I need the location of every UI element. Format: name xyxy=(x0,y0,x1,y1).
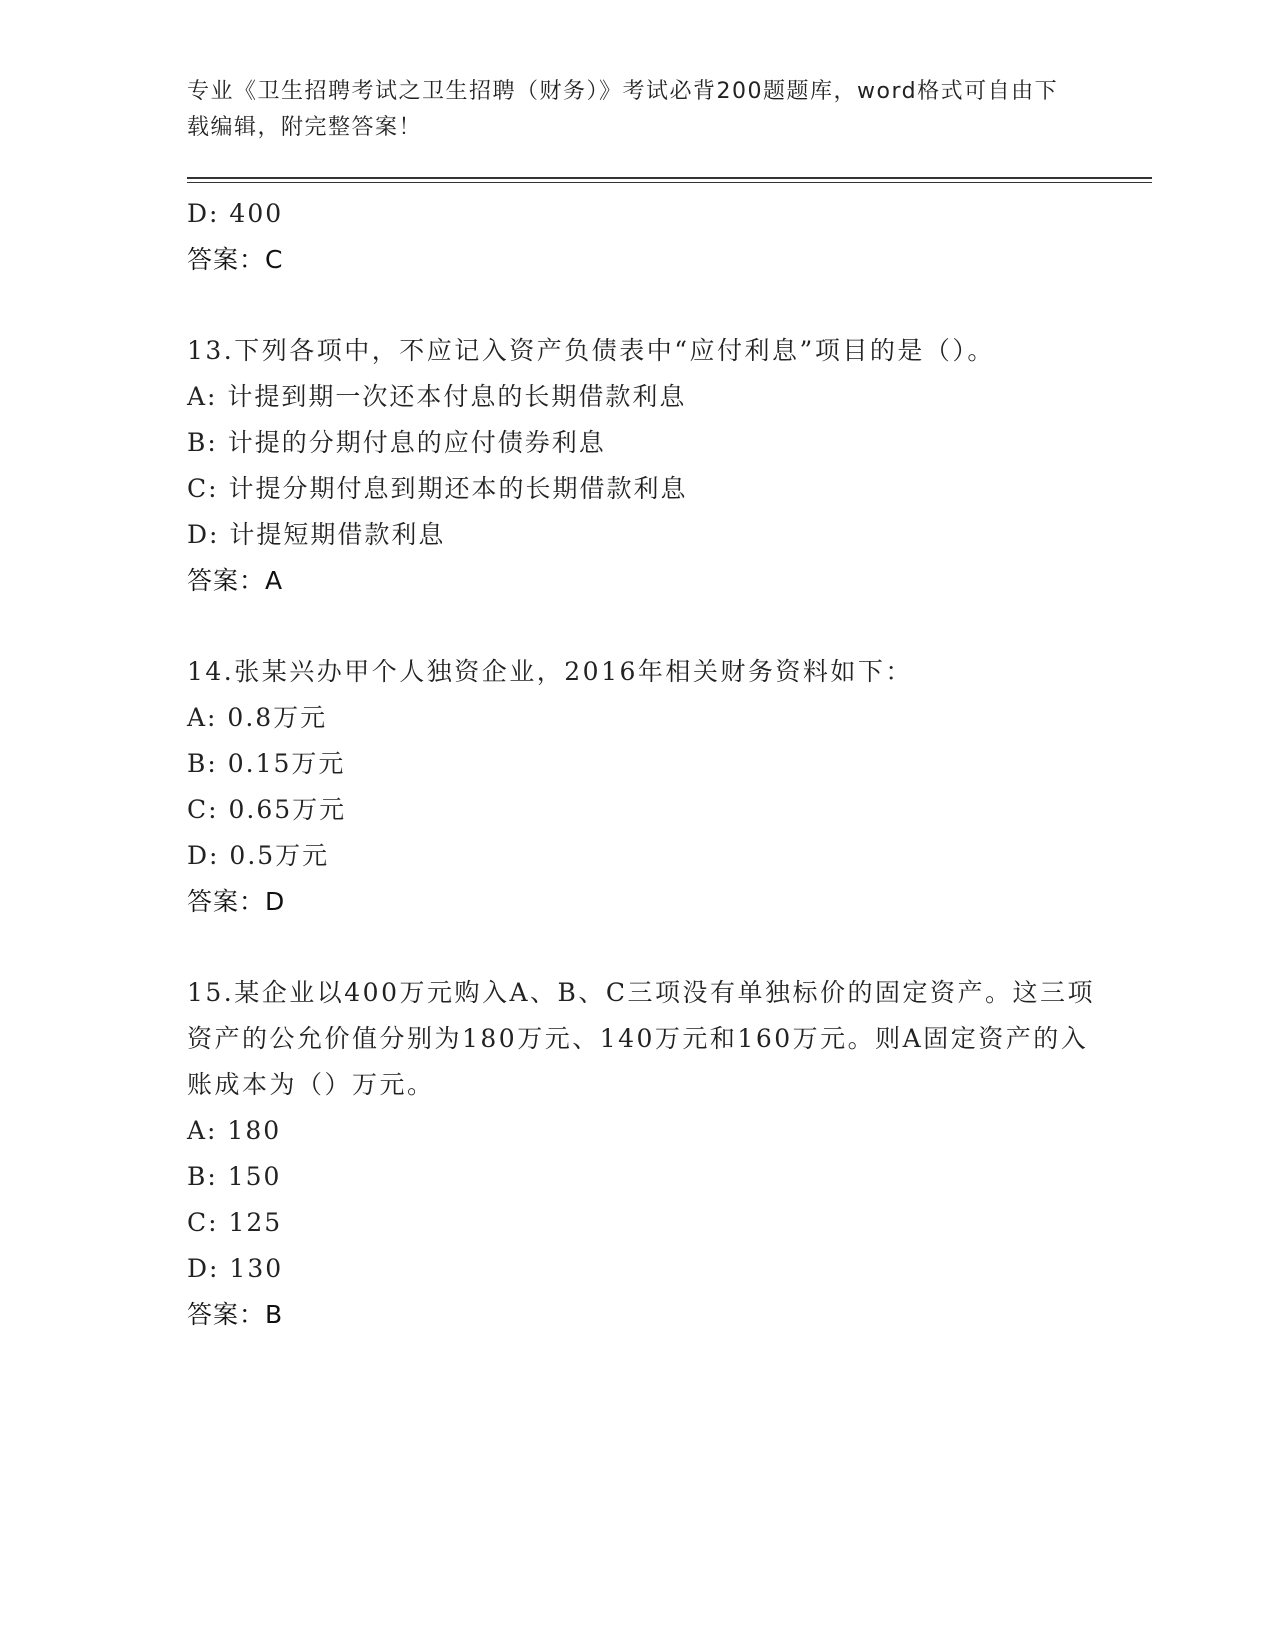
question-15 xyxy=(187,970,1097,1338)
option-a: A: 180 xyxy=(187,1116,282,1145)
option-b: B: 150 xyxy=(187,1162,282,1191)
option-c: C: 0.65万元 xyxy=(187,795,347,824)
option-d: D: 400 xyxy=(187,199,284,228)
option-c: C: 125 xyxy=(187,1208,283,1237)
option-d: D: 130 xyxy=(187,1254,284,1283)
question-stem: 13.下列各项中，不应记入资产负债表中“应付利息”项目的是（）。 xyxy=(187,336,995,365)
option-b: B: 0.15万元 xyxy=(187,749,346,778)
question-stem: 15.某企业以400万元购入A、B、C三项没有单独标价的固定资产。这三项资产的公允价值分别为180万元、140万元和160万元。则A固定资产的入账成本为（）万元。 xyxy=(187,978,1096,1099)
question-14 xyxy=(187,649,1097,925)
page-header: 专业《卫生招聘考试之卫生招聘（财务）》考试必背200题题库，word格式可自由下载编辑，附完整答案！ xyxy=(187,79,1059,140)
question-stem: 14.张某兴办甲个人独资企业，2016年相关财务资料如下： xyxy=(187,657,913,686)
header-divider-thin xyxy=(187,182,1152,183)
document-body xyxy=(187,191,1097,1338)
answer: 答案：A xyxy=(187,566,284,595)
option-b: B: 计提的分期付息的应付债券利息 xyxy=(187,428,606,457)
option-c: C: 计提分期付息到期还本的长期借款利息 xyxy=(187,474,688,503)
option-d: D: 计提短期借款利息 xyxy=(187,520,446,549)
option-d: D: 0.5万元 xyxy=(187,841,330,870)
previous-question-tail xyxy=(187,191,1097,283)
answer: 答案：B xyxy=(187,1300,284,1329)
option-a: A: 0.8万元 xyxy=(187,703,328,732)
answer: 答案：D xyxy=(187,887,286,916)
answer: 答案：C xyxy=(187,245,284,274)
question-13 xyxy=(187,328,1097,604)
option-a: A: 计提到期一次还本付息的长期借款利息 xyxy=(187,382,687,411)
header-divider-thick xyxy=(187,177,1152,179)
